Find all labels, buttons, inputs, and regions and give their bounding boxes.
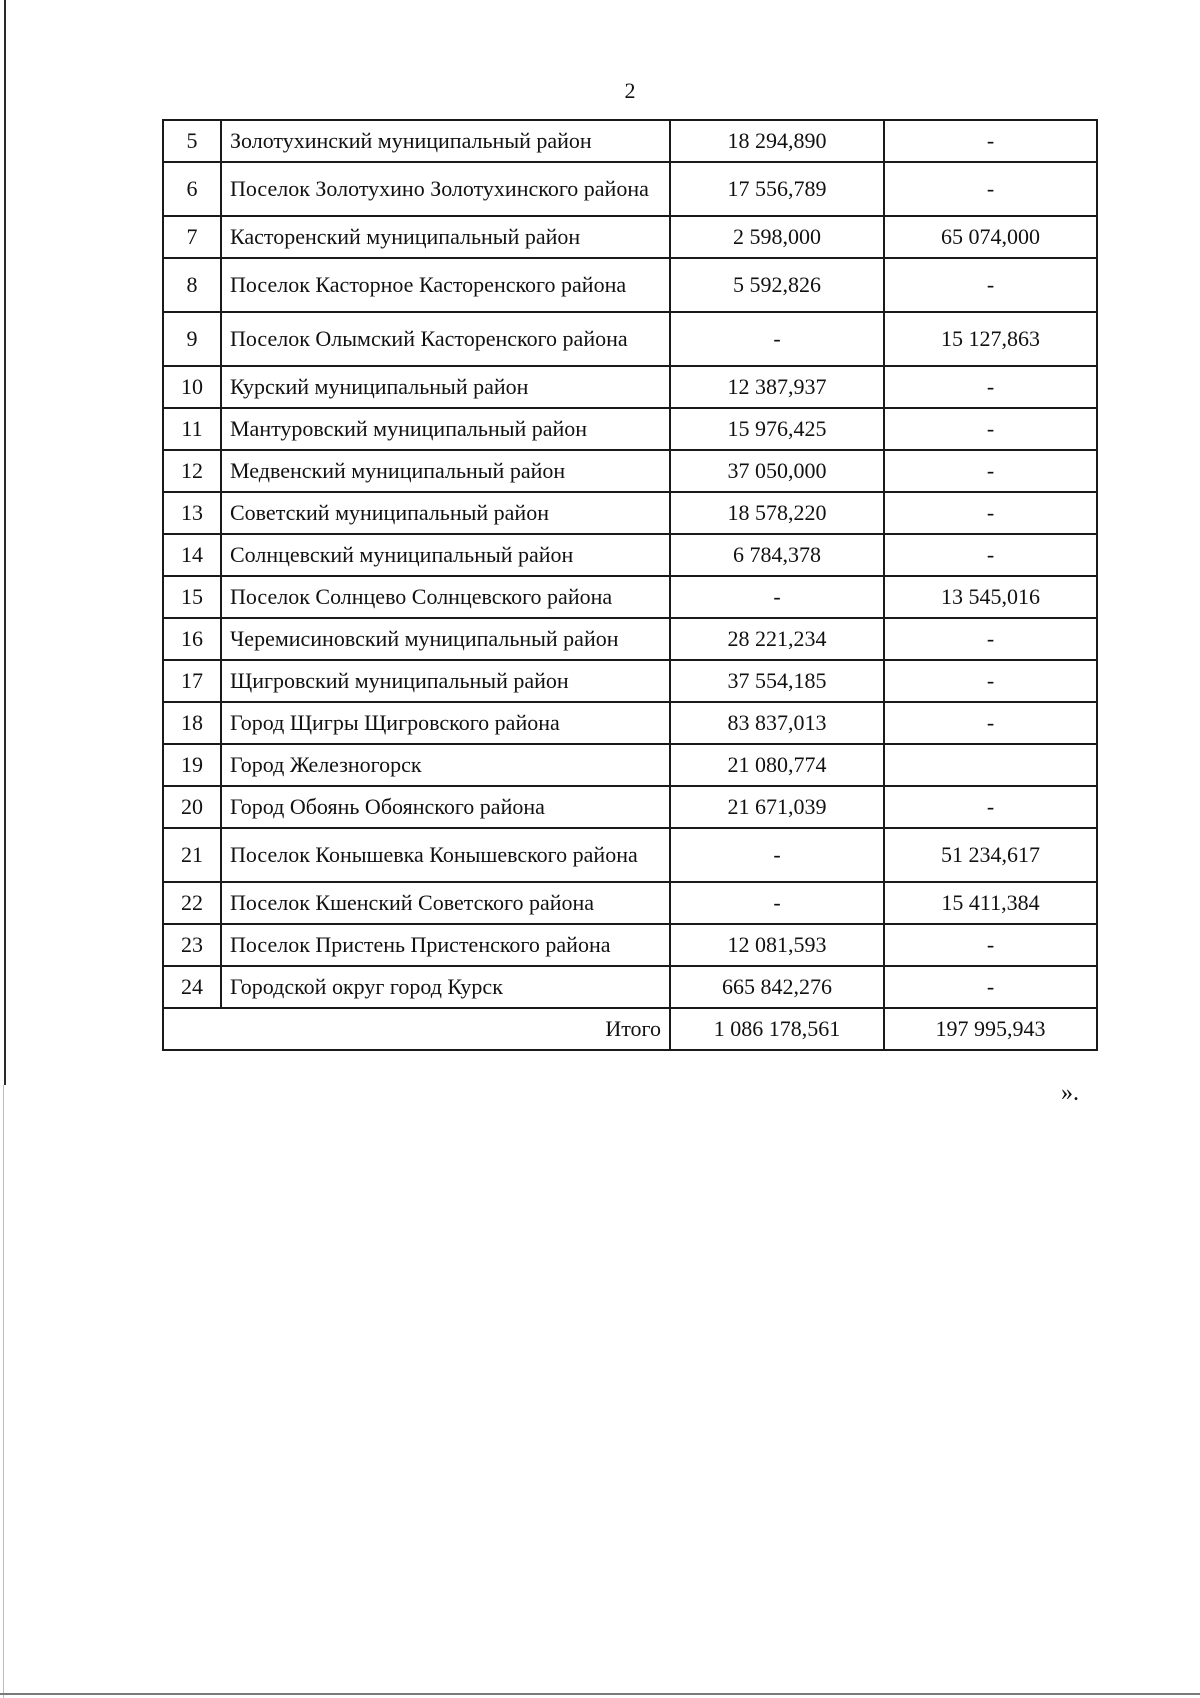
table-row — [163, 660, 1097, 702]
row-number: 22 — [163, 882, 221, 924]
row-number: 9 — [163, 312, 221, 366]
table-row — [163, 450, 1097, 492]
table-row — [163, 366, 1097, 408]
table-row — [163, 702, 1097, 744]
page-number: 2 — [624, 78, 636, 103]
row-number: 10 — [163, 366, 221, 408]
table-row — [163, 882, 1097, 924]
amount-col2: - — [884, 660, 1097, 702]
amount-col2: 13 545,016 — [884, 576, 1097, 618]
municipality-name: Советский муниципальный район — [221, 492, 670, 534]
amount-col2: - — [884, 408, 1097, 450]
amount-col1: 17 556,789 — [670, 162, 884, 216]
row-number: 17 — [163, 660, 221, 702]
table-row — [163, 576, 1097, 618]
amount-col1: 12 387,937 — [670, 366, 884, 408]
table-row — [163, 744, 1097, 786]
amount-col1: 665 842,276 — [670, 966, 884, 1008]
municipality-name: Город Обоянь Обоянского района — [221, 786, 670, 828]
municipality-name: Поселок Пристень Пристенского района — [221, 924, 670, 966]
municipality-name: Поселок Конышевка Конышевского района — [221, 828, 670, 882]
table-row — [163, 258, 1097, 312]
amount-col1: 18 578,220 — [670, 492, 884, 534]
municipality-name: Поселок Кшенский Советского района — [221, 882, 670, 924]
table-row — [163, 408, 1097, 450]
amount-col1: 21 671,039 — [670, 786, 884, 828]
table-row — [163, 216, 1097, 258]
amount-col2: - — [884, 534, 1097, 576]
amount-col1: 12 081,593 — [670, 924, 884, 966]
row-number: 20 — [163, 786, 221, 828]
municipality-name: Солнцевский муниципальный район — [221, 534, 670, 576]
table-row — [163, 492, 1097, 534]
amount-col1: 18 294,890 — [670, 120, 884, 162]
amount-col2: - — [884, 366, 1097, 408]
row-number: 14 — [163, 534, 221, 576]
amount-col1: - — [670, 828, 884, 882]
row-number: 21 — [163, 828, 221, 882]
amount-col2: - — [884, 450, 1097, 492]
table-row — [163, 966, 1097, 1008]
municipality-name: Поселок Касторное Касторенского района — [221, 258, 670, 312]
municipality-name: Мантуровский муниципальный район — [221, 408, 670, 450]
amount-col1: 83 837,013 — [670, 702, 884, 744]
total-label: Итого — [163, 1008, 670, 1050]
municipality-name: Медвенский муниципальный район — [221, 450, 670, 492]
amount-col1: 28 221,234 — [670, 618, 884, 660]
closing-quote-mark: ». — [1061, 1080, 1079, 1106]
row-number: 6 — [163, 162, 221, 216]
amount-col1: - — [670, 576, 884, 618]
row-number: 13 — [163, 492, 221, 534]
amount-col2: 15 127,863 — [884, 312, 1097, 366]
row-number: 11 — [163, 408, 221, 450]
amount-col2: - — [884, 120, 1097, 162]
row-number: 8 — [163, 258, 221, 312]
amount-col2: 65 074,000 — [884, 216, 1097, 258]
amount-col2: - — [884, 702, 1097, 744]
row-number: 7 — [163, 216, 221, 258]
municipality-name: Поселок Солнцево Солнцевского района — [221, 576, 670, 618]
amount-col2: - — [884, 492, 1097, 534]
amount-col1: - — [670, 312, 884, 366]
table-row — [163, 924, 1097, 966]
municipality-name: Город Железногорск — [221, 744, 670, 786]
municipality-name: Курский муниципальный район — [221, 366, 670, 408]
row-number: 12 — [163, 450, 221, 492]
row-number: 16 — [163, 618, 221, 660]
municipality-name: Касторенский муниципальный район — [221, 216, 670, 258]
row-number: 5 — [163, 120, 221, 162]
amount-col1: 2 598,000 — [670, 216, 884, 258]
row-number: 19 — [163, 744, 221, 786]
amount-col1: - — [670, 882, 884, 924]
amount-col2: - — [884, 258, 1097, 312]
row-number: 24 — [163, 966, 221, 1008]
scan-edge-left — [4, 0, 6, 1085]
scan-edge-left-faint — [3, 1085, 4, 1698]
amount-col2: - — [884, 618, 1097, 660]
amount-col2: - — [884, 162, 1097, 216]
amount-col2: - — [884, 966, 1097, 1008]
table-row — [163, 120, 1097, 162]
row-number: 18 — [163, 702, 221, 744]
municipality-name: Черемисиновский муниципальный район — [221, 618, 670, 660]
municipality-name: Поселок Олымский Касторенского района — [221, 312, 670, 366]
table-row — [163, 312, 1097, 366]
table-row — [163, 618, 1097, 660]
amount-col2: - — [884, 786, 1097, 828]
municipality-name: Городской округ город Курск — [221, 966, 670, 1008]
amount-col1: 37 050,000 — [670, 450, 884, 492]
table-row — [163, 786, 1097, 828]
allocation-table — [162, 119, 1098, 1051]
municipality-name: Город Щигры Щигровского района — [221, 702, 670, 744]
amount-col1: 15 976,425 — [670, 408, 884, 450]
scan-edge-bottom — [0, 1693, 1200, 1695]
amount-col2: 15 411,384 — [884, 882, 1097, 924]
table-row — [163, 162, 1097, 216]
total-col1: 1 086 178,561 — [670, 1008, 884, 1050]
total-col2: 197 995,943 — [884, 1008, 1097, 1050]
row-number: 15 — [163, 576, 221, 618]
municipality-name: Золотухинский муниципальный район — [221, 120, 670, 162]
table-row — [163, 828, 1097, 882]
amount-col2: - — [884, 924, 1097, 966]
amount-col2: 51 234,617 — [884, 828, 1097, 882]
table-row — [163, 534, 1097, 576]
amount-col2 — [884, 744, 1097, 786]
row-number: 23 — [163, 924, 221, 966]
municipality-name: Поселок Золотухино Золотухинского района — [221, 162, 670, 216]
amount-col1: 37 554,185 — [670, 660, 884, 702]
amount-col1: 21 080,774 — [670, 744, 884, 786]
total-row — [163, 1008, 1097, 1050]
municipality-name: Щигровский муниципальный район — [221, 660, 670, 702]
amount-col1: 6 784,378 — [670, 534, 884, 576]
amount-col1: 5 592,826 — [670, 258, 884, 312]
